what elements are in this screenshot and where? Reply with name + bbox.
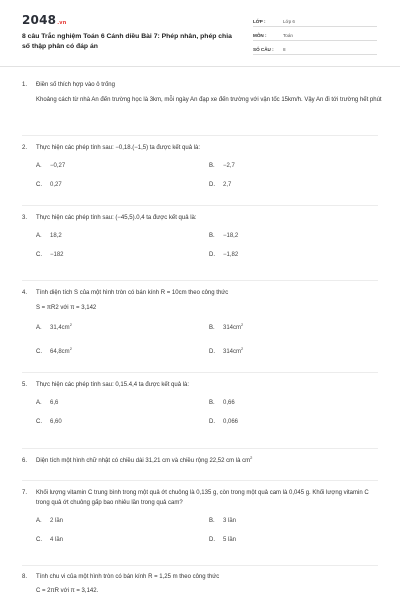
question-text: Thực hiện các phép tính sau: (−45,5).0,4 ta được kết quả là: xyxy=(36,215,197,221)
divider xyxy=(22,205,378,206)
option-value: −182 xyxy=(50,252,64,258)
option-value: 3 lần xyxy=(223,518,237,524)
meta-value: 8 xyxy=(283,47,286,52)
meta-row-class xyxy=(253,14,377,27)
option-a[interactable] xyxy=(36,516,209,526)
question-3 xyxy=(22,213,382,260)
question-number: 4. xyxy=(22,290,28,296)
options xyxy=(36,161,382,190)
question-2 xyxy=(22,143,382,190)
option-letter: B. xyxy=(209,518,215,524)
option-value: 18,2 xyxy=(50,233,62,239)
divider xyxy=(22,480,378,481)
exponent: 2 xyxy=(241,346,244,351)
logo-text: 2048 xyxy=(22,13,57,27)
options xyxy=(36,398,382,427)
option-letter: C. xyxy=(36,419,42,425)
site-logo[interactable] xyxy=(22,13,67,27)
option-value xyxy=(223,323,243,333)
option-b[interactable] xyxy=(209,398,382,408)
option-value: 2,7 xyxy=(223,182,232,188)
option-d[interactable] xyxy=(209,535,382,545)
option-c[interactable] xyxy=(36,535,209,545)
option-value: −2,7 xyxy=(223,163,235,169)
option-d[interactable] xyxy=(209,347,382,357)
meta-row-subject xyxy=(253,28,377,41)
question-number: 7. xyxy=(22,490,28,496)
question-text: Điền số thích hợp vào ô trống xyxy=(36,82,115,88)
option-value: −1,82 xyxy=(223,252,239,258)
option-d[interactable] xyxy=(209,250,382,260)
option-value: 0,27 xyxy=(50,182,62,188)
question-1 xyxy=(22,80,382,105)
question-text: Tính diện tích S của một hình tròn có bán kính R = 10cm theo công thức xyxy=(36,290,229,296)
option-c[interactable] xyxy=(36,250,209,260)
option-b[interactable] xyxy=(209,161,382,171)
option-text: 314cm xyxy=(223,349,242,355)
option-value: 6,60 xyxy=(50,419,62,425)
question-number: 6. xyxy=(22,458,28,464)
option-letter: C. xyxy=(36,537,42,543)
meta-value: Toán xyxy=(283,33,293,38)
divider xyxy=(22,565,378,566)
option-c[interactable] xyxy=(36,180,209,190)
exponent: 2 xyxy=(241,322,244,327)
option-letter: A. xyxy=(36,163,42,169)
option-value: 6,6 xyxy=(50,400,59,406)
meta-value: Lớp 6 xyxy=(283,19,295,24)
options xyxy=(36,516,382,545)
option-letter: C. xyxy=(36,349,42,355)
option-text: 64,8cm xyxy=(50,349,70,355)
option-value: 0,66 xyxy=(223,400,235,406)
header-divider xyxy=(0,66,400,67)
question-number: 5. xyxy=(22,382,28,388)
options xyxy=(36,323,382,357)
option-letter: A. xyxy=(36,400,42,406)
question-7 xyxy=(22,488,382,545)
question-text: Thực hiện các phép tính sau: −0,18.(−1,5) ta được kết quả là: xyxy=(36,145,201,151)
option-value: 2 lần xyxy=(50,518,64,524)
question-text xyxy=(36,456,382,466)
option-letter: A. xyxy=(36,518,42,524)
option-letter: D. xyxy=(209,182,215,188)
option-b[interactable] xyxy=(209,323,382,333)
header xyxy=(0,0,400,66)
question-formula: S = πR2 với π = 3,142 xyxy=(36,305,97,311)
option-a[interactable] xyxy=(36,398,209,408)
option-letter: D. xyxy=(209,419,215,425)
option-letter: C. xyxy=(36,182,42,188)
question-number: 2. xyxy=(22,145,28,151)
option-text: 31,4cm xyxy=(50,325,70,331)
option-c[interactable] xyxy=(36,417,209,427)
question-text-body: Diện tích một hình chữ nhật có chiều dài 31,21 cm và chiều rộng 22,52 cm là cm xyxy=(36,458,251,464)
option-letter: A. xyxy=(36,325,42,331)
option-letter: B. xyxy=(209,233,215,239)
page-title: 8 câu Trắc nghiệm Toán 6 Cánh diều Bài 7: Phép nhân, phép chia số thập phân có đáp án xyxy=(22,33,232,50)
exponent: 2 xyxy=(69,322,72,327)
logo-suffix: .vn xyxy=(57,20,67,26)
option-value: −0,27 xyxy=(50,163,66,169)
divider xyxy=(22,135,378,136)
option-a[interactable] xyxy=(36,161,209,171)
option-value: 4 lần xyxy=(50,537,64,543)
option-value xyxy=(223,347,243,357)
question-text: Khối lượng vitamin C trung bình trong một quả ớt chuông là 0,135 g, còn trong một quả cam là 0,045 g. Khối lượng vitamin C trong quả ớt chuông gấp bao nhiêu lần trong quả cam? xyxy=(36,490,369,506)
option-value: 0,066 xyxy=(223,419,239,425)
option-value: 5 lần xyxy=(223,537,237,543)
option-letter: D. xyxy=(209,349,215,355)
exponent: 2 xyxy=(250,455,253,460)
question-detail: Khoảng cách từ nhà An đến trường học là 3km, mỗi ngày An đạp xe đến trường với vận tốc 15km/h. Vậy An đi tới trường hết phút xyxy=(36,97,382,103)
question-5 xyxy=(22,380,382,427)
divider xyxy=(22,372,378,373)
option-d[interactable] xyxy=(209,417,382,427)
option-b[interactable] xyxy=(209,231,382,241)
option-letter: D. xyxy=(209,252,215,258)
option-letter: D. xyxy=(209,537,215,543)
option-letter: A. xyxy=(36,233,42,239)
meta-label: MÔN : xyxy=(253,33,267,38)
option-b[interactable] xyxy=(209,516,382,526)
question-4 xyxy=(22,288,382,357)
question-number: 3. xyxy=(22,215,28,221)
question-text: Thực hiện các phép tính sau: 0,15.4,4 ta được kết quả là: xyxy=(36,382,190,388)
exponent: 2 xyxy=(69,346,72,351)
option-value: −18,2 xyxy=(223,233,239,239)
option-letter: C. xyxy=(36,252,42,258)
question-number: 8. xyxy=(22,574,28,580)
meta-row-count xyxy=(253,42,377,55)
question-number: 1. xyxy=(22,82,28,88)
option-letter: B. xyxy=(209,400,215,406)
question-6 xyxy=(22,456,382,466)
option-a[interactable] xyxy=(36,323,209,333)
option-text: 314cm xyxy=(223,325,242,331)
option-a[interactable] xyxy=(36,231,209,241)
question-text: Tính chu vi của một hình tròn có bán kính R = 1,25 m theo công thức xyxy=(36,574,220,580)
option-value xyxy=(50,347,72,357)
option-value xyxy=(50,323,72,333)
option-c[interactable] xyxy=(36,347,209,357)
question-formula: C = 2πR với π = 3,142. xyxy=(36,588,99,594)
divider xyxy=(22,448,378,449)
option-d[interactable] xyxy=(209,180,382,190)
option-letter: B. xyxy=(209,325,215,331)
meta-box xyxy=(253,14,377,56)
meta-label: LỚP : xyxy=(253,19,266,24)
options xyxy=(36,231,382,260)
divider xyxy=(22,280,378,281)
question-8 xyxy=(22,572,382,596)
option-letter: B. xyxy=(209,163,215,169)
meta-label: SỐ CÂU : xyxy=(253,47,274,52)
